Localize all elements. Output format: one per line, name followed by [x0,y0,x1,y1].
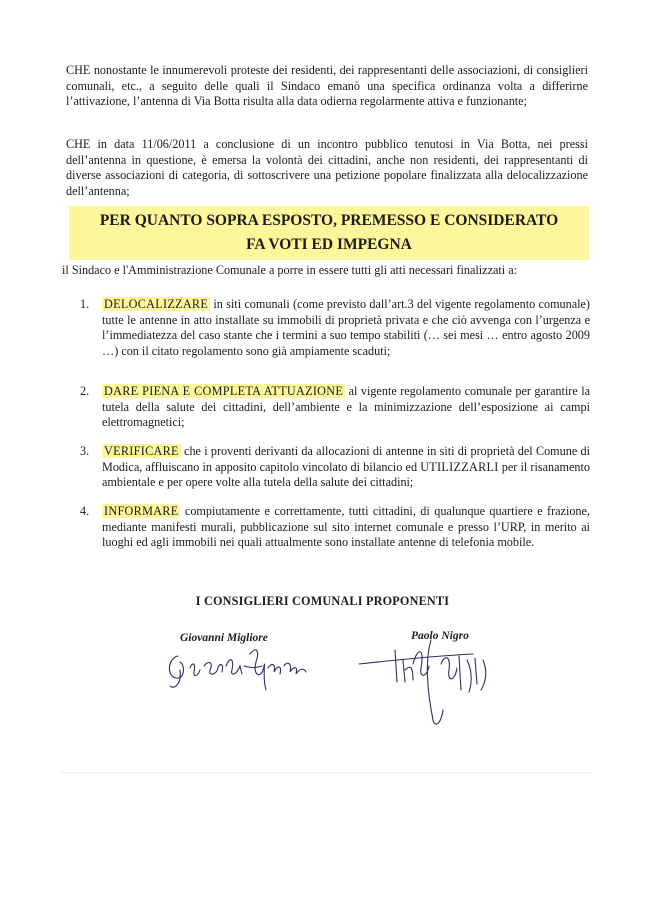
item-body: in siti comunali (come previsto dall’art.3 del vigente regolamento comunale) tutte le antenne in atto installate su immobili di proprietà privata e che ciò avvenga con l’urgenza e l’immediatezza del caso stante che i termini a suo tempo stabiliti (… sei mesi … entro agosto 2009 …) con il citato regolamento sono già ampiamente scaduti; [102,297,590,358]
item-keyword: DARE PIENA E COMPLETA ATTUAZIONE [104,384,344,398]
item-number: 2. [80,384,90,398]
banner-line-2: FA VOTI ED IMPEGNA [246,236,412,253]
signers-title: I CONSIGLIERI COMUNALI PROPONENTI [195,594,450,608]
paragraph-che-proteste: CHE nonostante le innumerevoli proteste dei residenti, dei rappresentanti delle associazioni, di consiglieri comunali, etc., a seguito delle quali il Sindaco emanò una specifica ordinanza volta a differirne l’attivazione, l’antenna di Via Botta risulta alla data odierna regolarmente attiva e funzionante; [66,63,588,109]
signer-name-nigro: Paolo Nigro [411,630,469,642]
paragraph-che-incontro: CHE in data 11/06/2011 a conclusione di un incontro pubblico tenutosi in Via Botta, nei pressi dell’antenna in questione, è emersa la volontà dei cittadini, anche non residenti, dei rappresentanti di diverse associazioni di categoria, di sottoscrivere una petizione popolare finalizzata alla delocalizzazione dell’antenna; [66,137,588,198]
signer-name-migliore: Giovanni Migliore [180,632,268,644]
item-text [102,504,590,551]
signature-migliore [160,636,325,691]
item-text [102,384,590,431]
item-keyword: DELOCALIZZARE [104,297,209,311]
item-body: compiutamente e correttamente, tutti cittadini, di qualunque quartiere e frazione, mediante manifesti murali, pubblicazione sul sito internet comunale e presso l’URP, in merito ai luoghi ed agli immobili nei quali attualmente sono installate antenne di telefonia mobile. [102,504,590,550]
banner-line-1: PER QUANTO SOPRA ESPOSTO, PREMESSO E CONSIDERATO [99,212,559,229]
resolution-banner [69,206,589,260]
item-number: 1. [80,297,90,311]
item-body: al vigente regolamento comunale per garantire la tutela della salute dei cittadini, dell’ambiente e la minimizzazione dell’esposizione ai campi elettromagnetici; [102,384,591,430]
item-keyword: INFORMARE [104,504,179,518]
item-keyword-secondary: UTILIZZARLI [420,459,499,474]
footer-divider [60,772,590,773]
item-keyword: VERIFICARE [104,444,179,458]
item-body-continued: per il risanamento ambientale e per opere volte alla tutela della salute dei cittadini; [102,459,590,490]
item-number: 3. [80,444,90,458]
intro-sentence: il Sindaco e l'Amministrazione Comunale a porre in essere tutti gli atti necessari finalizzati a: [62,263,518,277]
item-body: che i proventi derivanti da allocazioni di antenne in siti di proprietà del Comune di Modica, affluiscano in apposito capitolo vincolato di bilancio ed [102,444,590,474]
item-text [102,444,590,491]
item-text [102,297,590,359]
item-number: 4. [80,504,90,518]
